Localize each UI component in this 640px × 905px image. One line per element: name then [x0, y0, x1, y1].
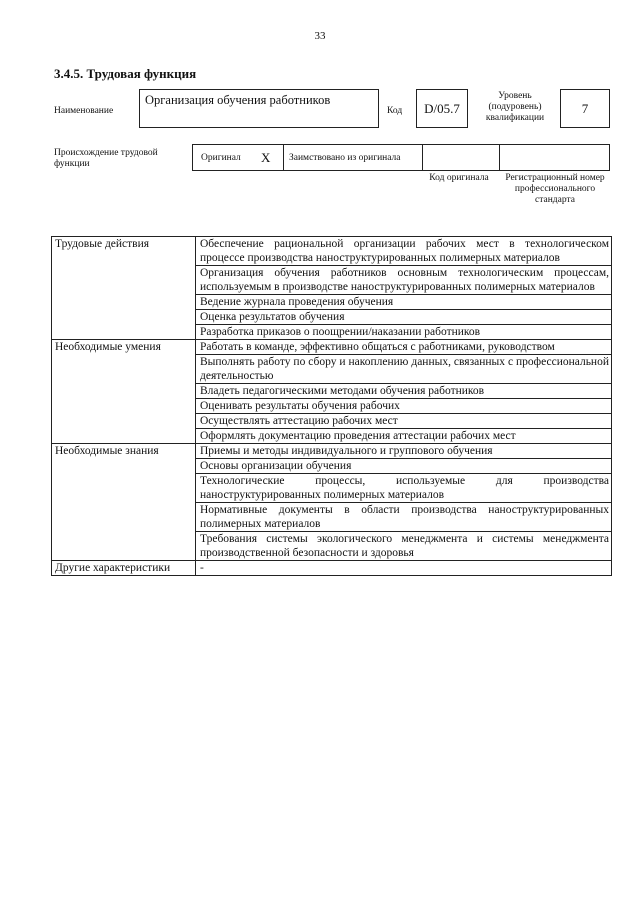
category-cell: Необходимые умения — [52, 340, 196, 444]
table-row — [52, 237, 612, 266]
table-row — [52, 561, 612, 576]
item-cell: Осуществлять аттестацию рабочих мест — [196, 414, 612, 429]
item-cell: Организация обучения работников основным технологическим процессам, используемым в производстве наноструктурированных полимерных материалов — [196, 266, 612, 295]
item-cell: Оценка результатов обучения — [196, 310, 612, 325]
origin-box — [192, 144, 610, 171]
level-label: Уровень (подуровень) квалификации — [485, 91, 545, 123]
origin-label: Происхождение трудовой функции — [54, 148, 158, 169]
item-cell: Приемы и методы индивидуального и группового обучения — [196, 444, 612, 459]
item-cell: Разработка приказов о поощрении/наказании работников — [196, 325, 612, 340]
table-row — [52, 444, 612, 459]
code-value: D/05.7 — [424, 101, 460, 116]
original-mark: X — [261, 150, 271, 165]
origin-divider-2 — [422, 145, 423, 170]
item-cell: - — [196, 561, 612, 576]
function-table — [51, 236, 612, 576]
section-title: 3.4.5. Трудовая функция — [54, 66, 197, 81]
level-value: 7 — [581, 101, 589, 116]
item-cell: Владеть педагогическими методами обучения работников — [196, 384, 612, 399]
code-label: Код — [387, 106, 403, 116]
category-cell: Другие характеристики — [52, 561, 196, 576]
name-value-box — [139, 89, 379, 128]
item-cell: Ведение журнала проведения обучения — [196, 295, 612, 310]
page-number: 33 — [314, 30, 326, 42]
category-cell: Необходимые знания — [52, 444, 196, 561]
name-label: Наименование — [54, 106, 114, 116]
item-cell: Выполнять работу по сбору и накоплению данных, связанных с профессиональной деятельностью — [196, 355, 612, 384]
origin-divider-3 — [499, 145, 500, 170]
item-cell: Оценивать результаты обучения рабочих — [196, 399, 612, 414]
item-cell: Нормативные документы в области производства наноструктурированных полимерных материалов — [196, 503, 612, 532]
origin-divider-1 — [283, 145, 284, 170]
code-value-box — [416, 89, 468, 128]
level-value-box — [560, 89, 610, 128]
category-cell: Трудовые действия — [52, 237, 196, 340]
borrowed-label: Заимствовано из оригинала — [289, 153, 401, 163]
original-label: Оригинал — [201, 153, 241, 163]
reg-number-caption: Регистрационный номер профессионального стандарта — [505, 173, 605, 205]
item-cell: Оформлять документацию проведения аттестации рабочих мест — [196, 429, 612, 444]
table-row — [52, 340, 612, 355]
item-cell: Обеспечение рациональной организации рабочих мест в технологическом процессе производства наноструктурированных полимерных материалов — [196, 237, 612, 266]
item-cell: Работать в команде, эффективно общаться с работниками, руководством — [196, 340, 612, 355]
item-cell: Технологические процессы, используемые для производства наноструктурированных полимерных материалов — [196, 474, 612, 503]
name-value: Организация обучения работников — [145, 93, 331, 107]
code-original-caption: Код оригинала — [429, 173, 489, 183]
item-cell: Требования системы экологического менеджмента и системы менеджмента производственной безопасности и здоровья — [196, 532, 612, 561]
item-cell: Основы организации обучения — [196, 459, 612, 474]
